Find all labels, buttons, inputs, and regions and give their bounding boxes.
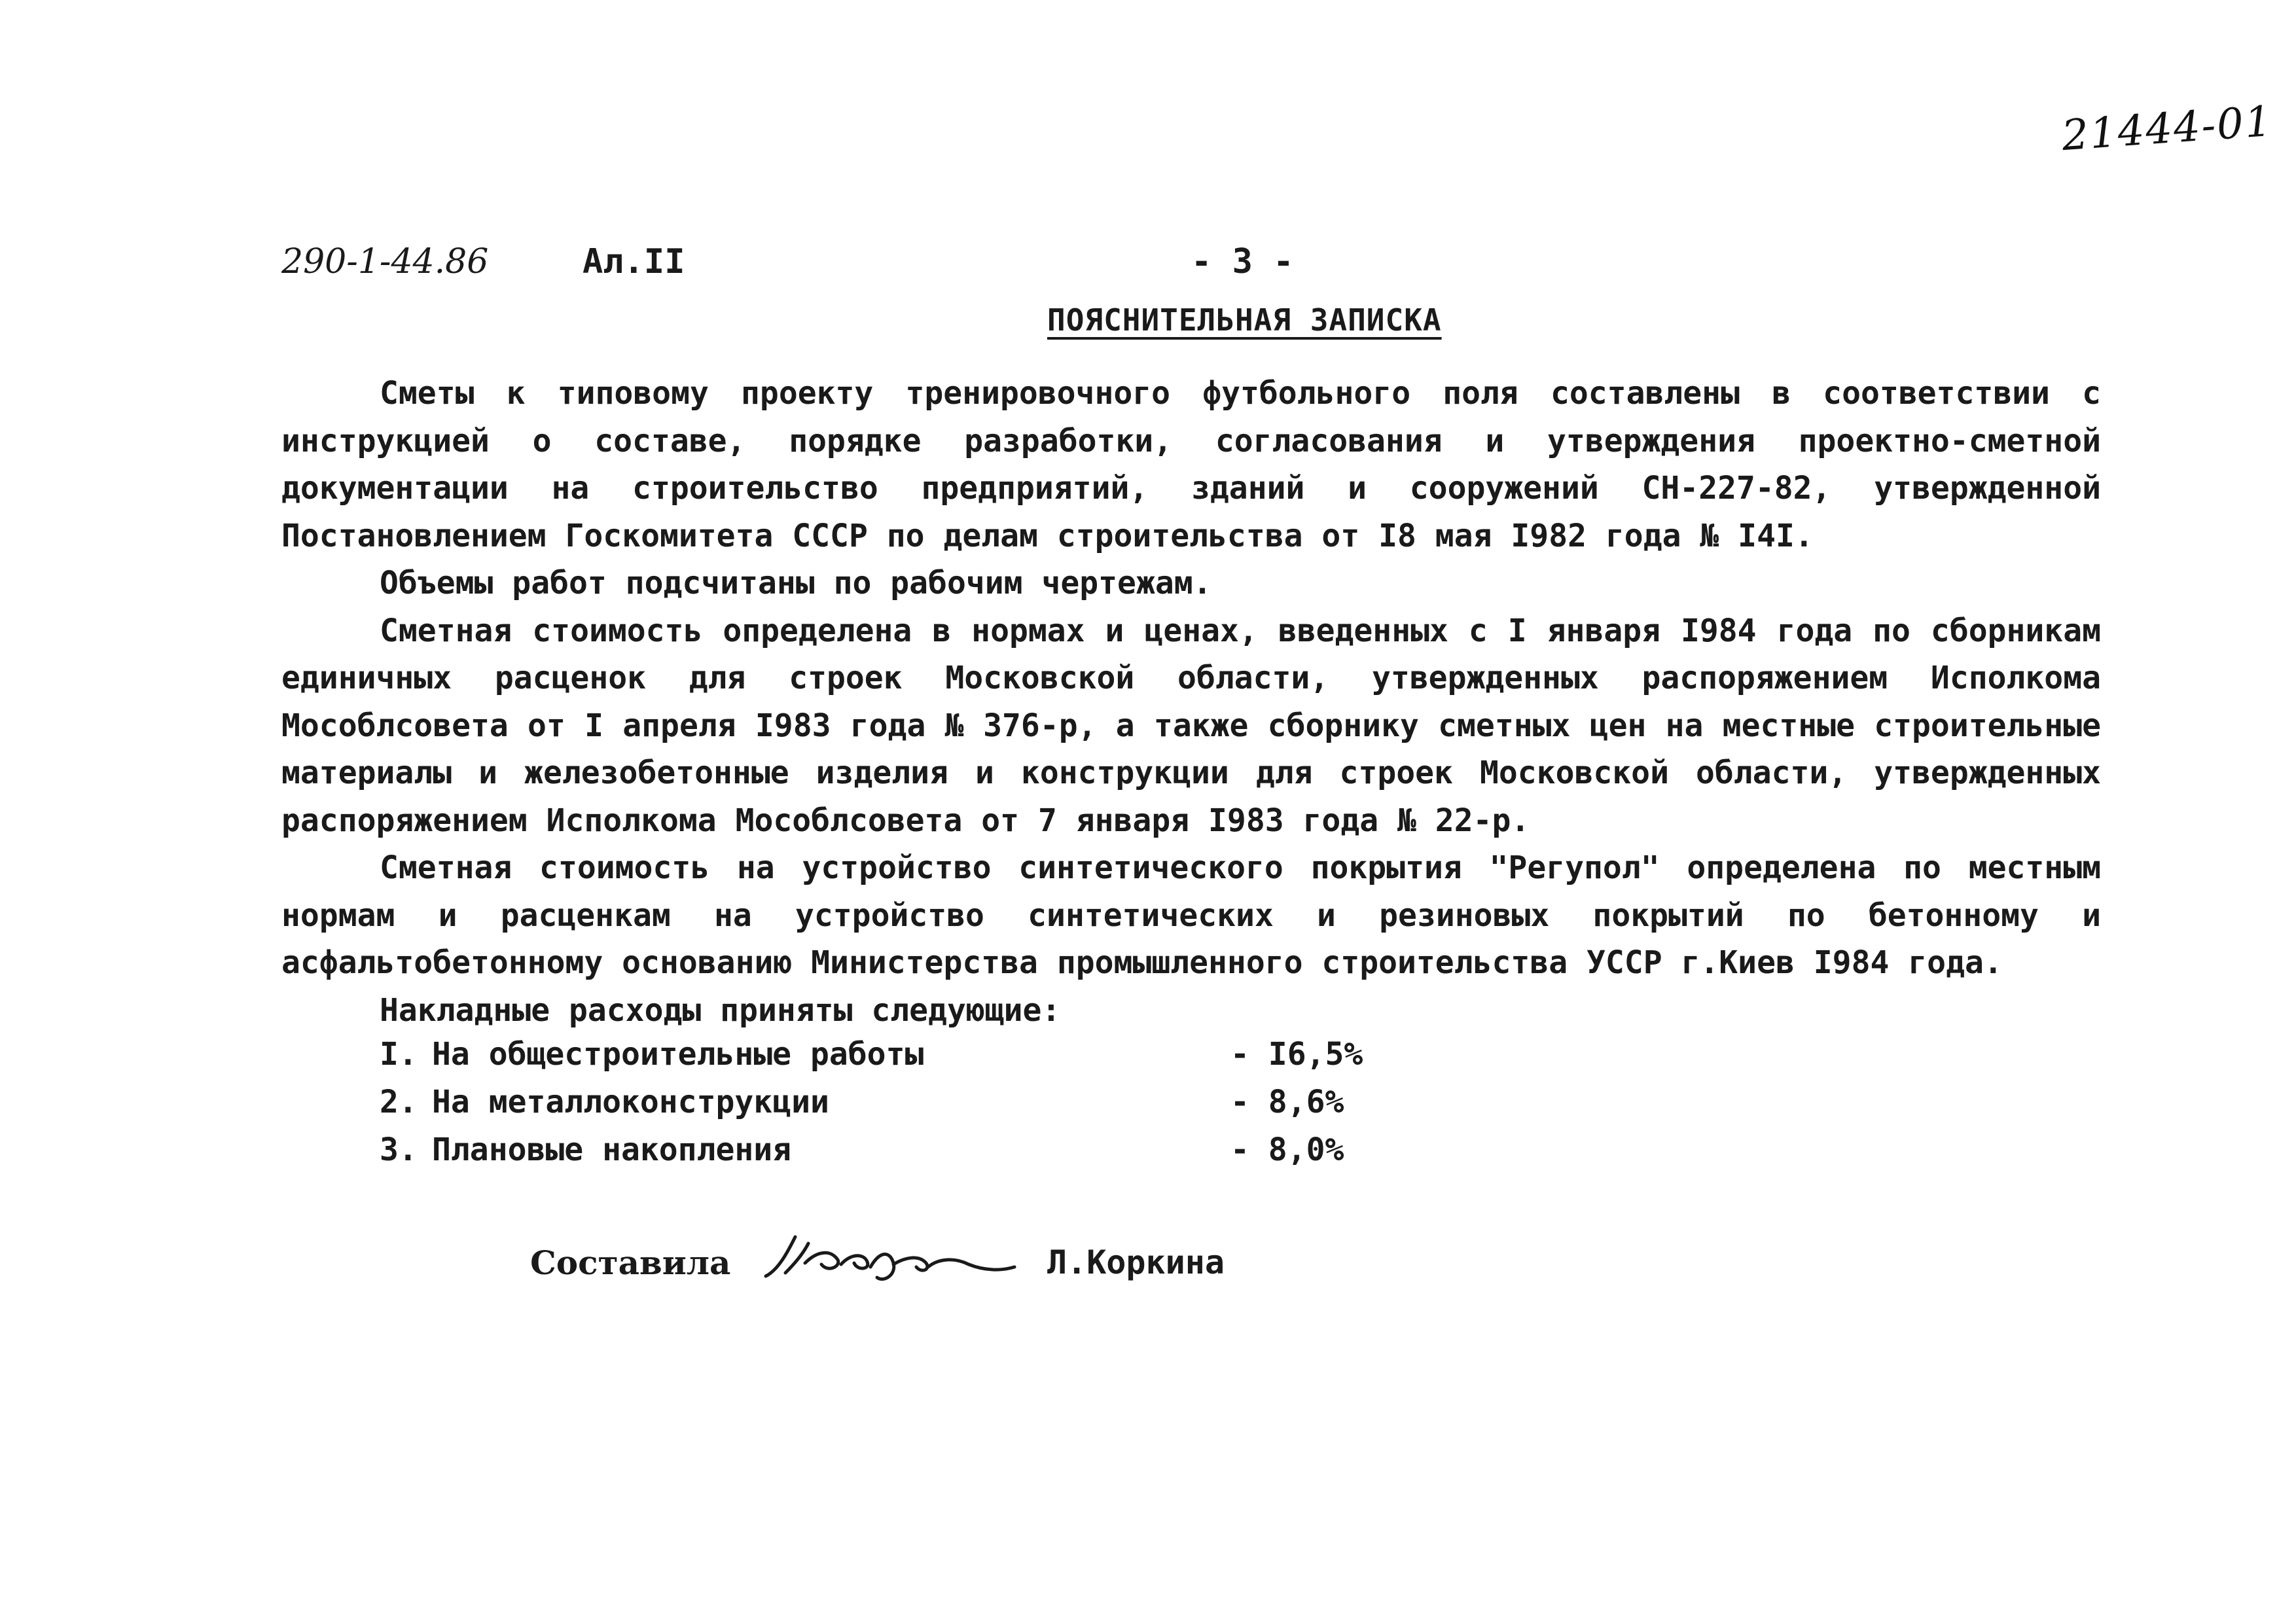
item-value: - I6,5% bbox=[1230, 1036, 1363, 1073]
item-number: I. bbox=[380, 1036, 418, 1073]
overhead-list bbox=[380, 1031, 1427, 1174]
list-item bbox=[380, 1031, 1427, 1079]
archive-number: 21444-01 bbox=[2060, 97, 2274, 161]
item-label: На металлоконструкции bbox=[432, 1084, 829, 1120]
paragraph: Накладные расходы приняты следующие: bbox=[380, 991, 1061, 1029]
item-value: - 8,0% bbox=[1230, 1132, 1344, 1168]
paragraph: Сметы к типовому проекту тренировочного футбольного поля составлены в соответствии с инструкцией о составе, порядке разработки, согласования и утверждения проектно-сметной документации на строительство предприятий, зданий и сооружений СН-227-82, утвержденной Постановлением Госкомитета СССР по делам строительства от I8 мая I982 года № I4I. bbox=[281, 375, 2101, 554]
list-item bbox=[380, 1126, 1427, 1174]
paragraph: Объемы работ подсчитаны по рабочим чертежам. bbox=[380, 565, 1212, 601]
item-value: - 8,6% bbox=[1230, 1084, 1344, 1120]
item-label: На общестроительные работы bbox=[432, 1036, 924, 1073]
document-header bbox=[281, 242, 2049, 288]
document-title: ПОЯСНИТЕЛЬНАЯ ЗАПИСКА bbox=[1047, 302, 1442, 338]
handwritten-signature bbox=[759, 1224, 1021, 1296]
paragraph: Сметная стоимость на устройство синтетического покрытия "Регупол" определена по местным нормам и расценкам на устройство синтетических и резиновых покрытий по бетонному и асфальтобетонному основанию Министерства промышленного строительства УССР г.Киев I984 года. bbox=[281, 849, 2101, 981]
item-number: 3. bbox=[380, 1132, 418, 1168]
list-item bbox=[380, 1079, 1427, 1126]
sheet-label: Ал.II bbox=[583, 242, 685, 281]
paragraph: Сметная стоимость определена в нормах и ценах, введенных с I января I984 года по сборникам единичных расценок для строек Московской области, утвержденных распоряжением Исполкома Мособлсовета от I апреля I983 года № 376-р, а также сборнику сметных цен на местные строительные материалы и железобетонные изделия и конструкции для строек Московской области, утвержденных распоряжением Исполкома Мособлсовета от 7 января I983 года № 22-р. bbox=[281, 612, 2101, 839]
signature-label: Составила bbox=[530, 1243, 731, 1282]
item-number: 2. bbox=[380, 1084, 418, 1120]
note-body bbox=[281, 370, 2101, 1034]
document-code: 290-1-44.86 bbox=[281, 242, 489, 281]
signature-block bbox=[530, 1243, 1381, 1309]
signatory-name: Л.Коркина bbox=[1047, 1243, 1225, 1281]
item-label: Плановые накопления bbox=[432, 1132, 792, 1168]
page-number: - 3 - bbox=[1191, 242, 1294, 281]
